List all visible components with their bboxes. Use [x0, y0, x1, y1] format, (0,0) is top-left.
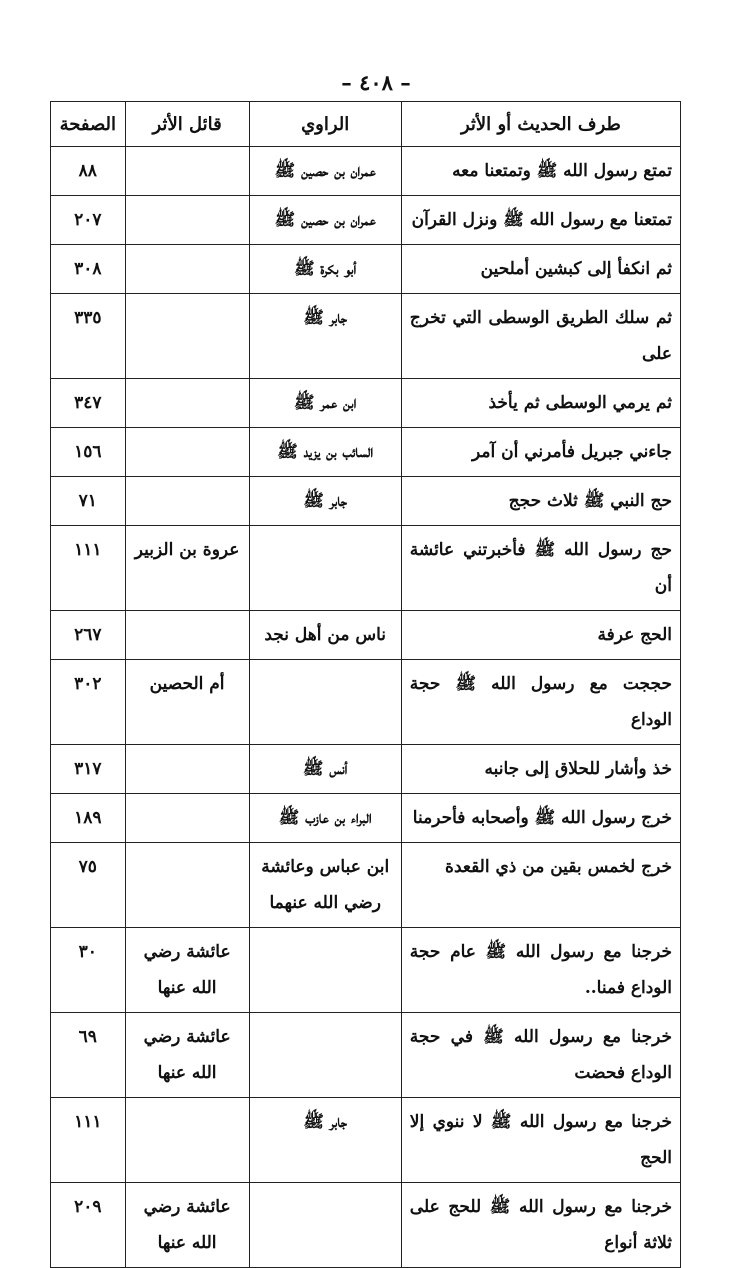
page-cell: ٧١	[51, 477, 126, 526]
speaker-cell	[125, 794, 249, 843]
page-cell: ٣٠٨	[51, 245, 126, 294]
table-row	[51, 843, 681, 928]
speaker-cell: عروة بن الزبير	[125, 526, 249, 611]
speaker-cell	[125, 294, 249, 379]
hadith-cell: خذ وأشار للحلاق إلى جانبه	[401, 745, 680, 794]
hadith-cell: حج رسول الله ﷺ فأخبرتني عائشة أن	[401, 526, 680, 611]
table-row	[51, 928, 681, 1013]
narrator-cell: السائب بن يزيد ﷺ	[249, 428, 401, 477]
hadith-cell: خرج رسول الله ﷺ وأصحابه فأحرمنا	[401, 794, 680, 843]
narrator-cell: جابر ﷺ	[249, 477, 401, 526]
speaker-cell	[125, 147, 249, 196]
header-narrator: الراوي	[249, 102, 401, 147]
narrator-cell: ناس من أهل نجد	[249, 611, 401, 660]
speaker-cell: عائشة رضي الله عنها	[125, 1013, 249, 1098]
narrator-cell	[249, 1183, 401, 1268]
page-cell: ٣٠٢	[51, 660, 126, 745]
narrator-cell: ابن عباس وعائشة رضي الله عنهما	[249, 843, 401, 928]
hadith-cell: ثم انكفأ إلى كبشين أملحين	[401, 245, 680, 294]
page-cell: ١١١	[51, 1098, 126, 1183]
speaker-cell	[125, 477, 249, 526]
narrator-cell	[249, 928, 401, 1013]
narrator-cell	[249, 526, 401, 611]
page-cell: ٢٠٩	[51, 1183, 126, 1268]
table-row	[51, 660, 681, 745]
page-cell: ٢٦٧	[51, 611, 126, 660]
speaker-cell	[125, 245, 249, 294]
speaker-cell: عائشة رضي الله عنها	[125, 928, 249, 1013]
hadith-cell: ثم يرمي الوسطى ثم يأخذ	[401, 379, 680, 428]
speaker-cell	[125, 196, 249, 245]
table-row	[51, 611, 681, 660]
speaker-cell	[125, 843, 249, 928]
table-body	[51, 147, 681, 1268]
hadith-cell: خرجنا مع رسول الله ﷺ لا ننوي إلا الحج	[401, 1098, 680, 1183]
table-row	[51, 245, 681, 294]
page-cell: ٣٣٥	[51, 294, 126, 379]
hadith-cell: حججت مع رسول الله ﷺ حجة الوداع	[401, 660, 680, 745]
speaker-cell	[125, 379, 249, 428]
hadith-cell: الحج عرفة	[401, 611, 680, 660]
hadith-cell: خرج لخمس بقين من ذي القعدة	[401, 843, 680, 928]
table-row	[51, 526, 681, 611]
narrator-cell	[249, 1013, 401, 1098]
hadith-cell: تمتع رسول الله ﷺ وتمتعنا معه	[401, 147, 680, 196]
narrator-cell: عمران بن حصين ﷺ	[249, 147, 401, 196]
narrator-cell: البراء بن عازب ﷺ	[249, 794, 401, 843]
page-cell: ٧٥	[51, 843, 126, 928]
header-page: الصفحة	[51, 102, 126, 147]
table-header-row	[51, 102, 681, 147]
speaker-cell	[125, 745, 249, 794]
page-cell: ٣٤٧	[51, 379, 126, 428]
table-row	[51, 1183, 681, 1268]
speaker-cell	[125, 1098, 249, 1183]
narrator-cell: عمران بن حصين ﷺ	[249, 196, 401, 245]
table-row	[51, 147, 681, 196]
hadith-cell: خرجنا مع رسول الله ﷺ في حجة الوداع فحضت	[401, 1013, 680, 1098]
hadith-cell: تمتعنا مع رسول الله ﷺ ونزل القرآن	[401, 196, 680, 245]
narrator-cell: أنس ﷺ	[249, 745, 401, 794]
page-cell: ٨٨	[51, 147, 126, 196]
table-row	[51, 1013, 681, 1098]
narrator-cell: جابر ﷺ	[249, 294, 401, 379]
table-row	[51, 428, 681, 477]
speaker-cell	[125, 428, 249, 477]
table-row	[51, 745, 681, 794]
narrator-cell: ابن عمر ﷺ	[249, 379, 401, 428]
table-row	[51, 794, 681, 843]
narrator-cell: أبو بكرة ﷺ	[249, 245, 401, 294]
page-number: – ٤٠٨ –	[341, 70, 411, 95]
speaker-cell	[125, 611, 249, 660]
hadith-cell: خرجنا مع رسول الله ﷺ عام حجة الوداع فمنا..	[401, 928, 680, 1013]
table-row	[51, 379, 681, 428]
speaker-cell: أم الحصين	[125, 660, 249, 745]
page-cell: ٦٩	[51, 1013, 126, 1098]
hadith-index-table	[50, 101, 681, 1268]
table-row	[51, 196, 681, 245]
hadith-cell: خرجنا مع رسول الله ﷺ للحج على ثلاثة أنواع	[401, 1183, 680, 1268]
page-cell: ٢٠٧	[51, 196, 126, 245]
narrator-cell	[249, 660, 401, 745]
hadith-cell: جاءني جبريل فأمرني أن آمر	[401, 428, 680, 477]
hadith-cell: حج النبي ﷺ ثلاث حجج	[401, 477, 680, 526]
page-cell: ١٨٩	[51, 794, 126, 843]
header-speaker: قائل الأثر	[125, 102, 249, 147]
table-row	[51, 477, 681, 526]
page-cell: ١١١	[51, 526, 126, 611]
narrator-cell: جابر ﷺ	[249, 1098, 401, 1183]
header-hadith: طرف الحديث أو الأثر	[401, 102, 680, 147]
page-cell: ٣١٧	[51, 745, 126, 794]
hadith-cell: ثم سلك الطريق الوسطى التي تخرج على	[401, 294, 680, 379]
speaker-cell: عائشة رضي الله عنها	[125, 1183, 249, 1268]
table-row	[51, 1098, 681, 1183]
table-row	[51, 294, 681, 379]
page-cell: ٣٠	[51, 928, 126, 1013]
page-cell: ١٥٦	[51, 428, 126, 477]
